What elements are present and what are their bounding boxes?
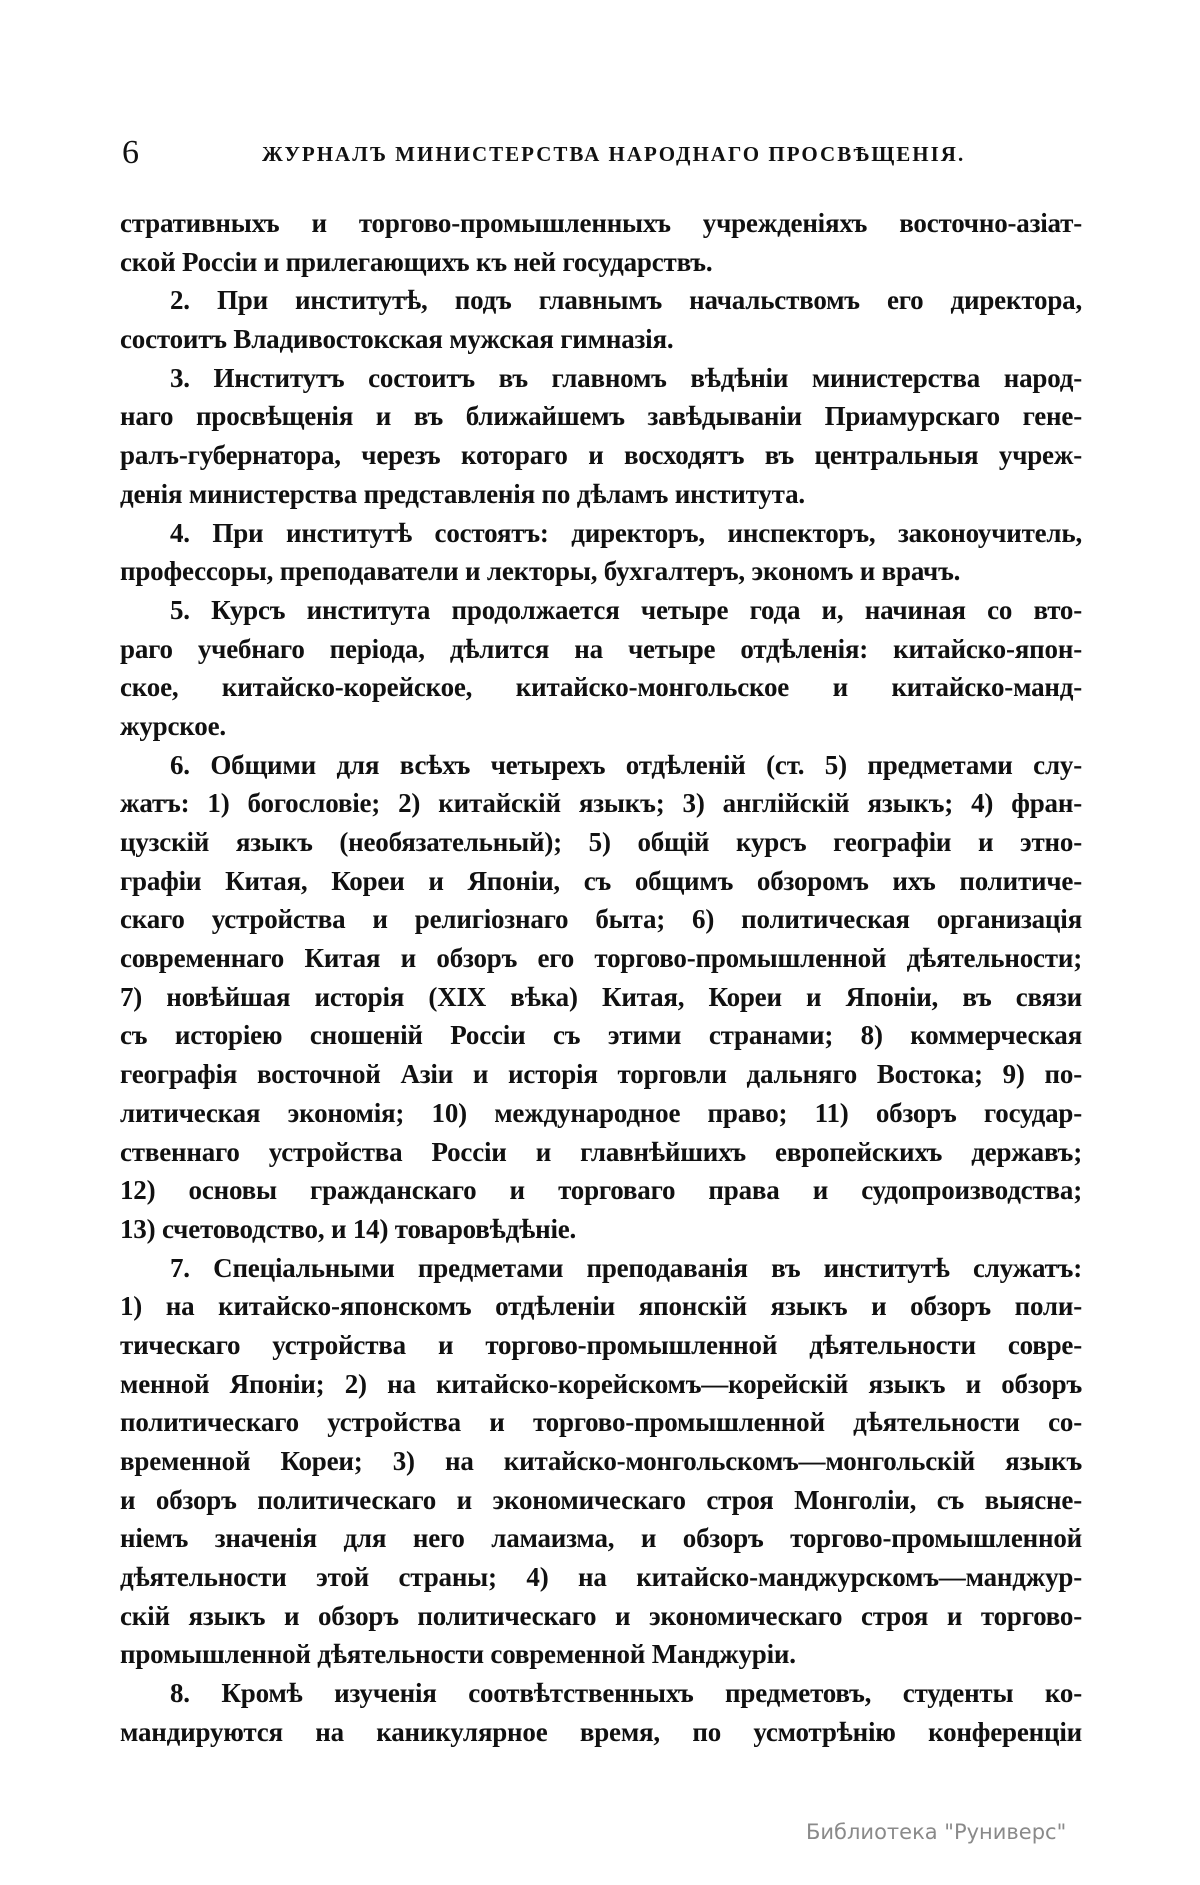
text-line: ственнаго устройства Россіи и главнѣйшихъ европейскихъ державъ; [120, 1136, 1082, 1167]
text-line: цузскій языкъ (необязательный); 5) общій курсъ географіи и этно- [120, 827, 1082, 857]
text-line: 5. Курсъ института продолжается четыре года и, начиная со вто- [170, 594, 1082, 625]
text-line: раго учебнаго періода, дѣлится на четыре отдѣленія: китайско-япон- [120, 633, 1082, 664]
text-line: журское. [120, 710, 226, 741]
text-line: скій языкъ и обзоръ политическаго и экономическаго строя и торгово- [120, 1600, 1082, 1631]
text-line: ралъ-губернатора, черезъ котораго и восходятъ въ центральныя учреж- [120, 440, 1082, 471]
text-line: 1) на китайско-японскомъ отдѣленіи японскій языкъ и обзоръ поли- [120, 1291, 1082, 1322]
text-line: стративныхъ и торгово-промышленныхъ учрежденіяхъ восточно-азіат- [120, 208, 1082, 238]
text-line: литическая экономія; 10) международное право; 11) обзоръ государ- [120, 1097, 1082, 1128]
text-line: денія министерства представленія по дѣламъ института. [120, 478, 805, 509]
text-line: графіи Китая, Кореи и Японіи, съ общимъ обзоромъ ихъ политиче- [120, 865, 1082, 896]
text-line: географія восточной Азіи и исторія торговли дальняго Востока; 9) по- [120, 1059, 1082, 1090]
text-line: профессоры, преподаватели и лекторы, бухгалтеръ, экономъ и врачъ. [120, 556, 961, 587]
text-line: 13) счетоводство, и 14) товаровѣдѣніе. [120, 1213, 577, 1244]
text-line: 7) новѣйшая исторія (XIX вѣка) Китая, Кореи и Японіи, въ связи [120, 981, 1082, 1012]
page-number: 6 [122, 134, 139, 171]
text-line: 4. При институтѣ состоятъ: директоръ, инспекторъ, законоучитель, [170, 517, 1082, 548]
body-text [120, 204, 1082, 1752]
text-line: промышленной дѣятельности современной Манджуріи. [120, 1639, 796, 1670]
text-line: 6. Общими для всѣхъ четырехъ отдѣленій (ст. 5) предметами слу- [170, 749, 1082, 780]
text-line: наго просвѣщенія и въ ближайшемъ завѣдываніи Приамурскаго гене- [120, 401, 1082, 432]
text-line: 12) основы гражданскаго и торговаго права и судопроизводства; [120, 1175, 1082, 1206]
text-line: современнаго Китая и обзоръ его торгово-промышленной дѣятельности; [120, 943, 1082, 974]
text-line: тическаго устройства и торгово-промышленной дѣятельности совре- [120, 1329, 1082, 1360]
text-line: политическаго устройства и торгово-промышленной дѣятельности со- [120, 1407, 1082, 1438]
text-line: состоитъ Владивостокская мужская гимназія. [120, 324, 674, 355]
text-line: скаго устройства и религіознаго быта; 6) политическая организація [120, 904, 1082, 935]
text-line: и обзоръ политическаго и экономическаго строя Монголіи, съ выясне- [120, 1484, 1082, 1515]
text-line: ское, китайско-корейское, китайско-монгольское и китайско-манд- [120, 672, 1082, 703]
text-line: 2. При институтѣ, подъ главнымъ начальствомъ его директора, [170, 285, 1082, 316]
text-line: мандируются на каникулярное время, по усмотрѣнію конференціи [120, 1716, 1082, 1747]
library-watermark: Библиотека "Руниверс" [806, 1820, 1067, 1844]
text-line: 8. Кромѣ изученія соотвѣтственныхъ предметовъ, студенты ко- [170, 1678, 1082, 1709]
text-line: дѣятельности этой страны; 4) на китайско-манджурскомъ—манджур- [120, 1562, 1082, 1593]
text-line: съ исторіею сношеній Россіи съ этими странами; 8) коммерческая [120, 1020, 1082, 1051]
running-title: ЖУРНАЛЪ МИНИСТЕРСТВА НАРОДНАГО ПРОСВѢЩЕНІЯ. [262, 142, 966, 166]
text-line: менной Японіи; 2) на китайско-корейскомъ—корейскій языкъ и обзоръ [120, 1368, 1082, 1399]
text-line: 3. Институтъ состоитъ въ главномъ вѣдѣніи министерства народ- [170, 362, 1082, 393]
text-line: жатъ: 1) богословіе; 2) китайскій языкъ; 3) англійскій языкъ; 4) фран- [120, 788, 1082, 819]
text-line: ской Россіи и прилегающихъ къ ней государствъ. [120, 246, 713, 277]
text-line: временной Кореи; 3) на китайско-монгольскомъ—монгольскій языкъ [120, 1446, 1082, 1476]
text-line: ніемъ значенія для него ламаизма, и обзоръ торгово-промышленной [120, 1523, 1082, 1554]
text-line: 7. Спеціальными предметами преподаванія въ институтѣ служатъ: [170, 1252, 1082, 1283]
